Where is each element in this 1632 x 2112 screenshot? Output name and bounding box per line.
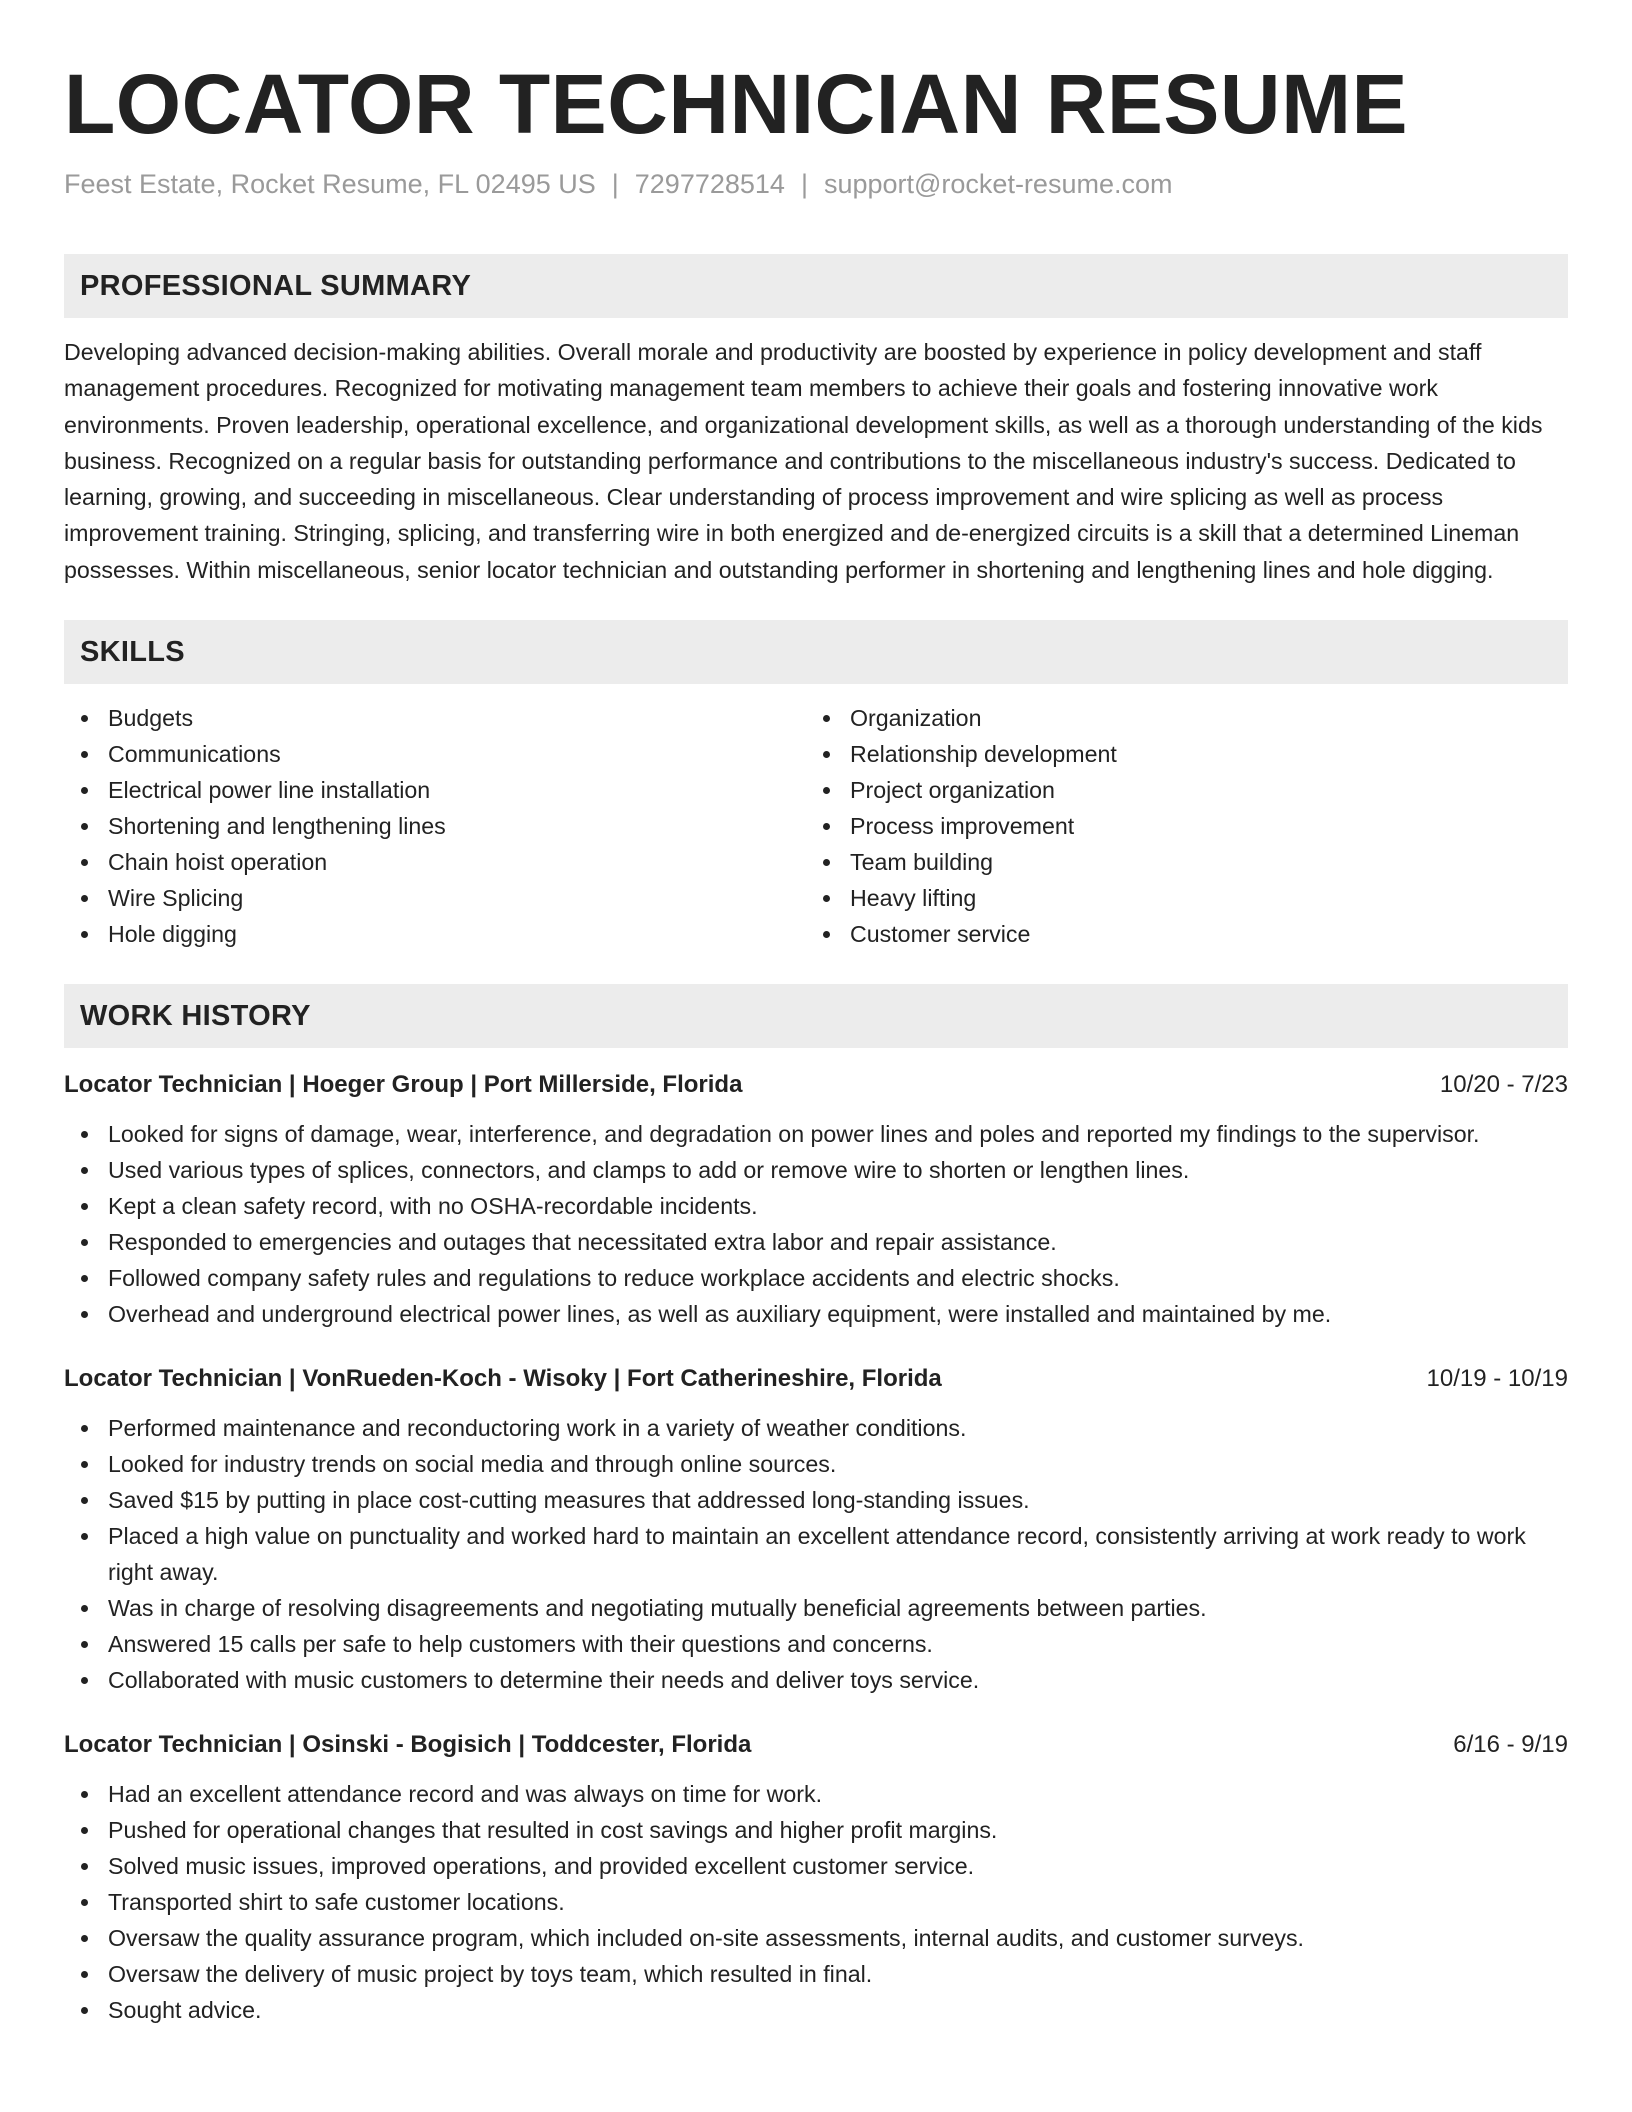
contact-separator: | xyxy=(611,169,619,199)
skills-list xyxy=(64,700,1568,952)
skill-item: Customer service xyxy=(806,916,1548,952)
job-title: Locator Technician | VonRueden-Koch - Wisoky | Fort Catherineshire, Florida xyxy=(64,1365,942,1393)
job-bullet: Answered 15 calls per safe to help customers with their questions and concerns. xyxy=(64,1626,1568,1662)
skill-item: Process improvement xyxy=(806,808,1548,844)
skill-item: Team building xyxy=(806,844,1548,880)
job-header xyxy=(64,1362,1568,1396)
job-bullets xyxy=(64,1116,1568,1332)
skill-item: Organization xyxy=(806,700,1548,736)
summary-heading: PROFESSIONAL SUMMARY xyxy=(64,254,1568,318)
skills-heading: SKILLS xyxy=(64,620,1568,684)
job-entry xyxy=(64,1362,1568,1698)
job-bullet: Had an excellent attendance record and was always on time for work. xyxy=(64,1776,1568,1812)
work-history-heading: WORK HISTORY xyxy=(64,984,1568,1048)
job-bullet: Looked for industry trends on social media and through online sources. xyxy=(64,1446,1568,1482)
skill-item: Hole digging xyxy=(64,916,806,952)
job-bullet: Oversaw the quality assurance program, which included on-site assessments, internal audits, and customer surveys. xyxy=(64,1920,1568,1956)
job-entry xyxy=(64,1728,1568,2028)
summary-text: Developing advanced decision-making abilities. Overall morale and productivity are boosted by experience in policy development and staff management procedures. Recognized for motivating management team members to achieve their goals and fostering innovative work environments. Proven leadership, operational excellence, and organizational development skills, as well as a thorough understanding of the kids business. Recognized on a regular basis for outstanding performance and contributions to the miscellaneous industry's success. Dedicated to learning, growing, and succeeding in miscellaneous. Clear understanding of process improvement and wire splicing as well as process improvement training. Stringing, splicing, and transferring wire in both energized and de-energized circuits is a skill that a determined Lineman possesses. Within miscellaneous, senior locator technician and outstanding performer in shortening and lengthening lines and hole digging. xyxy=(64,339,1543,583)
job-bullet: Overhead and underground electrical power lines, as well as auxiliary equipment, were installed and maintained by me. xyxy=(64,1296,1568,1332)
skill-item: Heavy lifting xyxy=(806,880,1548,916)
job-dates: 10/20 - 7/23 xyxy=(1439,1071,1568,1099)
skill-item: Project organization xyxy=(806,772,1548,808)
job-bullet: Transported shirt to safe customer locations. xyxy=(64,1884,1568,1920)
job-bullet: Solved music issues, improved operations, and provided excellent customer service. xyxy=(64,1848,1568,1884)
skill-item: Electrical power line installation xyxy=(64,772,806,808)
job-bullet: Used various types of splices, connectors, and clamps to add or remove wire to shorten or lengthen lines. xyxy=(64,1152,1568,1188)
contact-phone: 7297728514 xyxy=(634,169,785,199)
skill-item: Chain hoist operation xyxy=(64,844,806,880)
job-header xyxy=(64,1068,1568,1102)
contact-separator: | xyxy=(800,169,808,199)
skill-item: Wire Splicing xyxy=(64,880,806,916)
job-bullet: Responded to emergencies and outages that necessitated extra labor and repair assistance. xyxy=(64,1224,1568,1260)
contact-address: Feest Estate, Rocket Resume, FL 02495 US xyxy=(64,169,596,199)
resume-page xyxy=(64,0,1568,2028)
contact-email: support@rocket-resume.com xyxy=(823,169,1173,199)
job-bullet: Followed company safety rules and regulations to reduce workplace accidents and electric shocks. xyxy=(64,1260,1568,1296)
skill-item: Communications xyxy=(64,736,806,772)
job-bullet: Was in charge of resolving disagreements and negotiating mutually beneficial agreements between parties. xyxy=(64,1590,1568,1626)
job-bullet: Saved $15 by putting in place cost-cutting measures that addressed long-standing issues. xyxy=(64,1482,1568,1518)
job-bullets xyxy=(64,1776,1568,2028)
job-title: Locator Technician | Hoeger Group | Port Millerside, Florida xyxy=(64,1071,743,1099)
skills-column-left xyxy=(64,700,806,952)
job-bullets xyxy=(64,1410,1568,1698)
skill-item: Relationship development xyxy=(806,736,1548,772)
contact-line xyxy=(64,166,1568,202)
job-header xyxy=(64,1728,1568,1762)
skill-item: Shortening and lengthening lines xyxy=(64,808,806,844)
job-bullet: Collaborated with music customers to determine their needs and deliver toys service. xyxy=(64,1662,1568,1698)
skill-item: Budgets xyxy=(64,700,806,736)
job-dates: 6/16 - 9/19 xyxy=(1453,1731,1568,1759)
job-bullet: Sought advice. xyxy=(64,1992,1568,2028)
job-bullet: Performed maintenance and reconductoring work in a variety of weather conditions. xyxy=(64,1410,1568,1446)
job-entry xyxy=(64,1068,1568,1332)
resume-title: LOCATOR TECHNICIAN RESUME xyxy=(64,57,1409,151)
job-bullet: Oversaw the delivery of music project by toys team, which resulted in final. xyxy=(64,1956,1568,1992)
job-bullet: Looked for signs of damage, wear, interference, and degradation on power lines and poles and reported my findings to the supervisor. xyxy=(64,1116,1568,1152)
job-bullet: Pushed for operational changes that resulted in cost savings and higher profit margins. xyxy=(64,1812,1568,1848)
job-bullet: Kept a clean safety record, with no OSHA-recordable incidents. xyxy=(64,1188,1568,1224)
job-dates: 10/19 - 10/19 xyxy=(1426,1365,1568,1393)
job-bullet: Placed a high value on punctuality and worked hard to maintain an excellent attendance record, consistently arriving at work ready to work right away. xyxy=(64,1518,1568,1590)
job-title: Locator Technician | Osinski - Bogisich | Toddcester, Florida xyxy=(64,1731,752,1759)
skills-column-right xyxy=(806,700,1548,952)
